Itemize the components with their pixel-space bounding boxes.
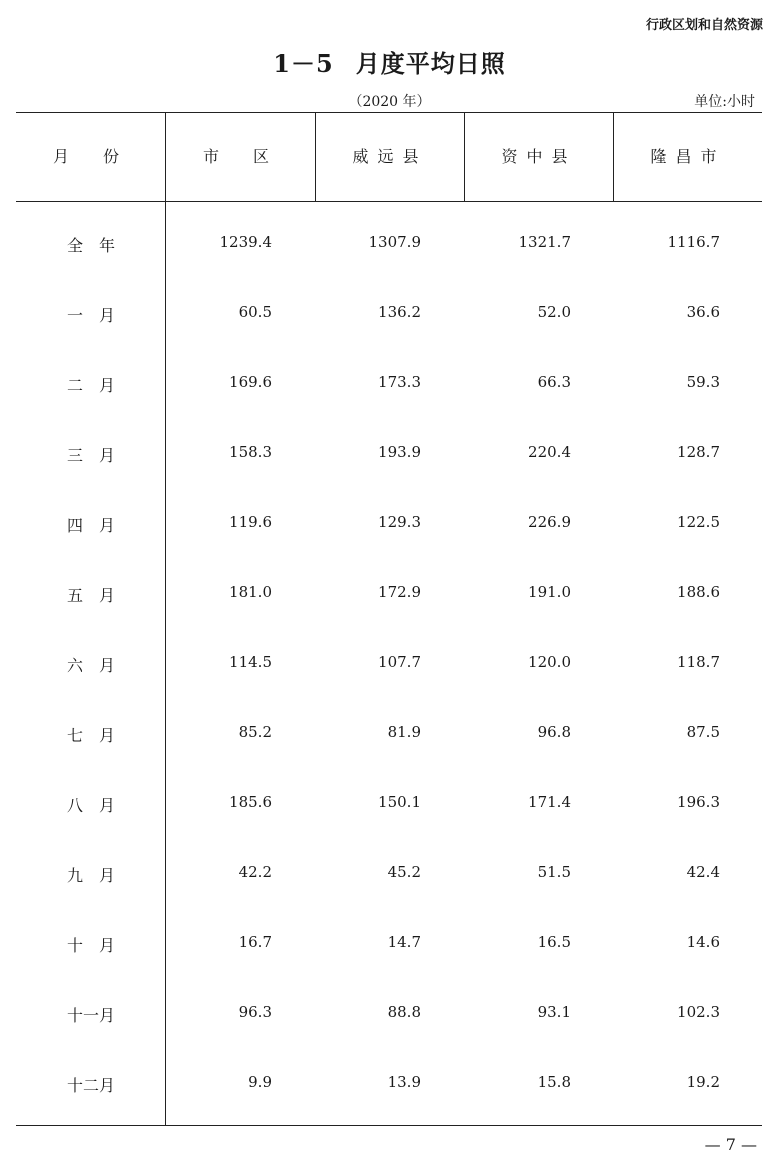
- row-label: 六月: [66, 656, 131, 675]
- table-cell: 171.4: [528, 793, 571, 811]
- table-title: 月度平均日照: [355, 49, 506, 78]
- table-cell: 122.5: [677, 513, 720, 531]
- table-cell: 14.7: [387, 933, 421, 951]
- table-cell: 188.6: [677, 583, 720, 601]
- column-header-urban: 市 区: [202, 147, 278, 166]
- page-title: [0, 44, 779, 79]
- table-cell: 226.9: [528, 513, 571, 531]
- table-cell: 42.2: [238, 863, 272, 881]
- row-label: 五月: [66, 586, 131, 605]
- table-cell: 169.6: [229, 373, 272, 391]
- table-cell: 220.4: [528, 443, 571, 461]
- table-cell: 158.3: [229, 443, 272, 461]
- table-cell: 13.9: [387, 1073, 421, 1091]
- table-cell: 85.2: [238, 723, 272, 741]
- table-cell: 107.7: [378, 653, 421, 671]
- row-label: 三月: [66, 446, 131, 465]
- header-bottom-rule: [16, 201, 762, 202]
- table-cell: 87.5: [686, 723, 720, 741]
- table-cell: 1321.7: [518, 233, 571, 251]
- row-label: 二月: [66, 376, 131, 395]
- table-cell: 16.5: [537, 933, 571, 951]
- table-cell: 172.9: [378, 583, 421, 601]
- table-cell: 9.9: [248, 1073, 272, 1091]
- table-cell: 193.9: [378, 443, 421, 461]
- table-cell: 45.2: [387, 863, 421, 881]
- row-label: 十月: [66, 936, 131, 955]
- table-cell: 128.7: [677, 443, 720, 461]
- unit-note: 单位:小时: [694, 94, 755, 110]
- column-header-month: 月 份: [52, 147, 128, 166]
- table-cell: 60.5: [238, 303, 272, 321]
- table-number: 1－5: [273, 49, 334, 78]
- table-cell: 185.6: [229, 793, 272, 811]
- table-cell: 88.8: [387, 1003, 421, 1021]
- table-cell: 96.8: [537, 723, 571, 741]
- table-cell: 16.7: [238, 933, 272, 951]
- table-cell: 173.3: [378, 373, 421, 391]
- table-cell: 1116.7: [667, 233, 720, 251]
- table-cell: 42.4: [686, 863, 720, 881]
- table-cell: 81.9: [387, 723, 421, 741]
- table-cell: 19.2: [686, 1073, 720, 1091]
- table-cell: 114.5: [229, 653, 272, 671]
- row-label: 十二月: [66, 1076, 115, 1095]
- year-note: （2020 年）: [348, 94, 431, 110]
- table-cell: 129.3: [378, 513, 421, 531]
- table-cell: 59.3: [686, 373, 720, 391]
- page-number: — 7 —: [704, 1135, 757, 1154]
- table-cell: 102.3: [677, 1003, 720, 1021]
- table-cell: 51.5: [537, 863, 571, 881]
- table-cell: 150.1: [378, 793, 421, 811]
- table-cell: 118.7: [677, 653, 720, 671]
- table-cell: 196.3: [677, 793, 720, 811]
- table-cell: 96.3: [238, 1003, 272, 1021]
- row-label: 八月: [66, 796, 131, 815]
- table-cell: 52.0: [537, 303, 571, 321]
- label-column-divider: [165, 112, 166, 1125]
- column-header-weiyuan: 威远县: [352, 147, 428, 166]
- table-bottom-rule: [16, 1125, 762, 1126]
- table-cell: 1307.9: [368, 233, 421, 251]
- table-cell: 120.0: [528, 653, 571, 671]
- table-cell: 66.3: [537, 373, 571, 391]
- table-cell: 15.8: [537, 1073, 571, 1091]
- row-label: 十一月: [66, 1006, 115, 1025]
- column-header-zizhong: 资中县: [501, 147, 577, 166]
- table-cell: 181.0: [229, 583, 272, 601]
- table-cell: 136.2: [378, 303, 421, 321]
- table-cell: 14.6: [686, 933, 720, 951]
- table-cell: 1239.4: [219, 233, 272, 251]
- column-header-longchang: 隆昌市: [650, 147, 726, 166]
- row-label: 全年: [66, 236, 131, 255]
- row-label: 四月: [66, 516, 131, 535]
- table-cell: 191.0: [528, 583, 571, 601]
- table-cell: 119.6: [229, 513, 272, 531]
- row-label: 九月: [66, 866, 131, 885]
- row-label: 七月: [66, 726, 131, 745]
- table-cell: 36.6: [686, 303, 720, 321]
- running-head: 行政区划和自然资源: [645, 18, 763, 33]
- row-label: 一月: [66, 306, 131, 325]
- table-cell: 93.1: [537, 1003, 571, 1021]
